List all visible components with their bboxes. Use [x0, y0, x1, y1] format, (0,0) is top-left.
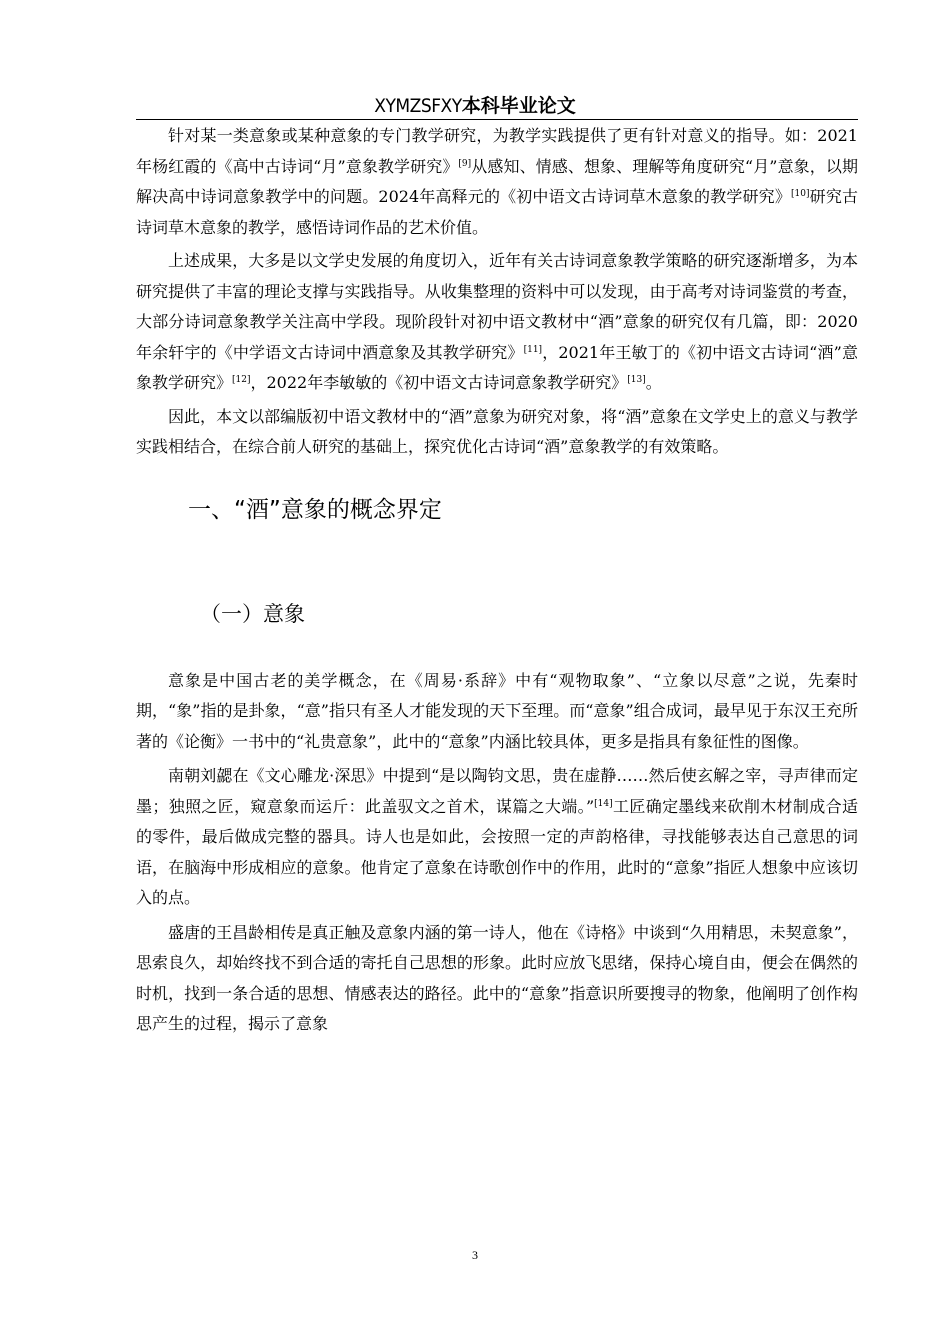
paragraph-intro-3 [136, 402, 858, 463]
paragraph-section-2 [136, 761, 858, 914]
paragraph-text: ，2022年李敏敏的《初中语文古诗词意象教学研究》 [250, 373, 628, 392]
page-header [0, 94, 950, 118]
page-body [136, 121, 858, 1040]
header-code: XYMZSFXY [374, 95, 462, 117]
citation-mark: [11] [523, 344, 543, 355]
header-title: 本科毕业论文 [461, 95, 576, 117]
paragraph-intro-1 [136, 121, 858, 243]
paragraph-text: 南朝刘勰在《文心雕龙·深思》中提到“是以陶钧文思，贵在虚静……然后使玄解之宰，寻声律而定墨；独照之匠，窥意象而运斤：此盖驭文之首术，谋篇之大端。” [136, 766, 858, 816]
paragraph-section-1 [136, 666, 858, 758]
header-rule [136, 119, 858, 120]
heading-spacer [136, 629, 858, 666]
paragraph-text: 上述成果，大多是以文学史发展的角度切入，近年有关古诗词意象教学策略的研究逐渐增多，为本研究提供了丰富的理论支撑与实践指导。从收集整理的资料中可以发现，由于高考对诗词鉴赏的考查，大部分诗词意象教学关注高中学段。现阶段针对初中语文教材中“酒”意象的研究仅有几篇，即：2020年余轩宇的《中学语文古诗词中酒意象及其教学研究》 [136, 251, 858, 362]
citation-mark: [14] [594, 798, 613, 809]
subsection-heading: （一）意象 [200, 601, 305, 626]
paragraph-text: ，2021年王敏丁的《初中语文古诗词“酒”意象教学研究》 [136, 342, 858, 392]
paragraph-text: 从感知、情感、想象、理解等角度研究“月”意象，以期解决高中诗词意象教学中的问题。2024年高释元的《初中语文古诗词草木意象的教学研究》 [136, 156, 858, 206]
paragraph-text: 研究古诗词草木意象的教学，感悟诗词作品的艺术价值。 [136, 187, 858, 237]
citation-mark: [13] [627, 375, 646, 385]
paragraph-text: 工匠确定墨线来砍削木材制成合适的零件，最后做成完整的器具。诗人也是如此，会按照一定的声韵格律，寻找能够表达自己意思的词语，在脑海中形成相应的意象。他肯定了意象在诗歌创作中的作用，此时的“意象”指匠人想象中应该切入的点。 [136, 796, 858, 907]
citation-mark: [12] [232, 375, 251, 385]
paragraph-text: 因此，本文以部编版初中语文教材中的“酒”意象为研究对象，将“酒”意象在文学史上的意义与教学实践相结合，在综合前人研究的基础上，探究优化古诗词“酒”意象教学的有效策略。 [136, 406, 858, 456]
paragraph-section-3 [136, 918, 858, 1040]
paragraph-text: 盛唐的王昌龄相传是真正触及意象内涵的第一诗人，他在《诗格》中谈到“久用精思，未契意象”，思索良久，却始终找不到合适的寄托自己思想的形象。此时应放飞思绪，保持心境自由，便会在偶然的时机，找到一条合适的思想、情感表达的路径。此中的“意象”指意识所要搜寻的物象，他阐明了创作构思产生的过程，揭示了意象 [136, 922, 858, 1033]
citation-mark: [9] [458, 158, 472, 169]
paragraph-text: 针对某一类意象或某种意象的专门教学研究，为教学实践提供了更有针对意义的指导。如：2021年杨红霞的《高中古诗词“月”意象教学研究》 [136, 126, 858, 176]
paragraph-text: 意象是中国古老的美学概念，在《周易·系辞》中有“观物取象”、“立象以尽意”之说，先秦时期，“象”指的是卦象，“意”指只有圣人才能发现的天下至理。而“意象”组合成词，最早见于东汉王充所著的《论衡》一书中的“礼贵意象”，此中的“意象”内涵比较具体，更多是指具有象征性的图像。 [136, 670, 858, 751]
paragraph-intro-2 [136, 246, 858, 399]
citation-mark: [10] [791, 189, 810, 199]
page-number: 3 [472, 1248, 478, 1262]
paragraph-text: 。 [645, 373, 662, 392]
section-heading: 一、“酒”意象的概念界定 [188, 496, 442, 523]
